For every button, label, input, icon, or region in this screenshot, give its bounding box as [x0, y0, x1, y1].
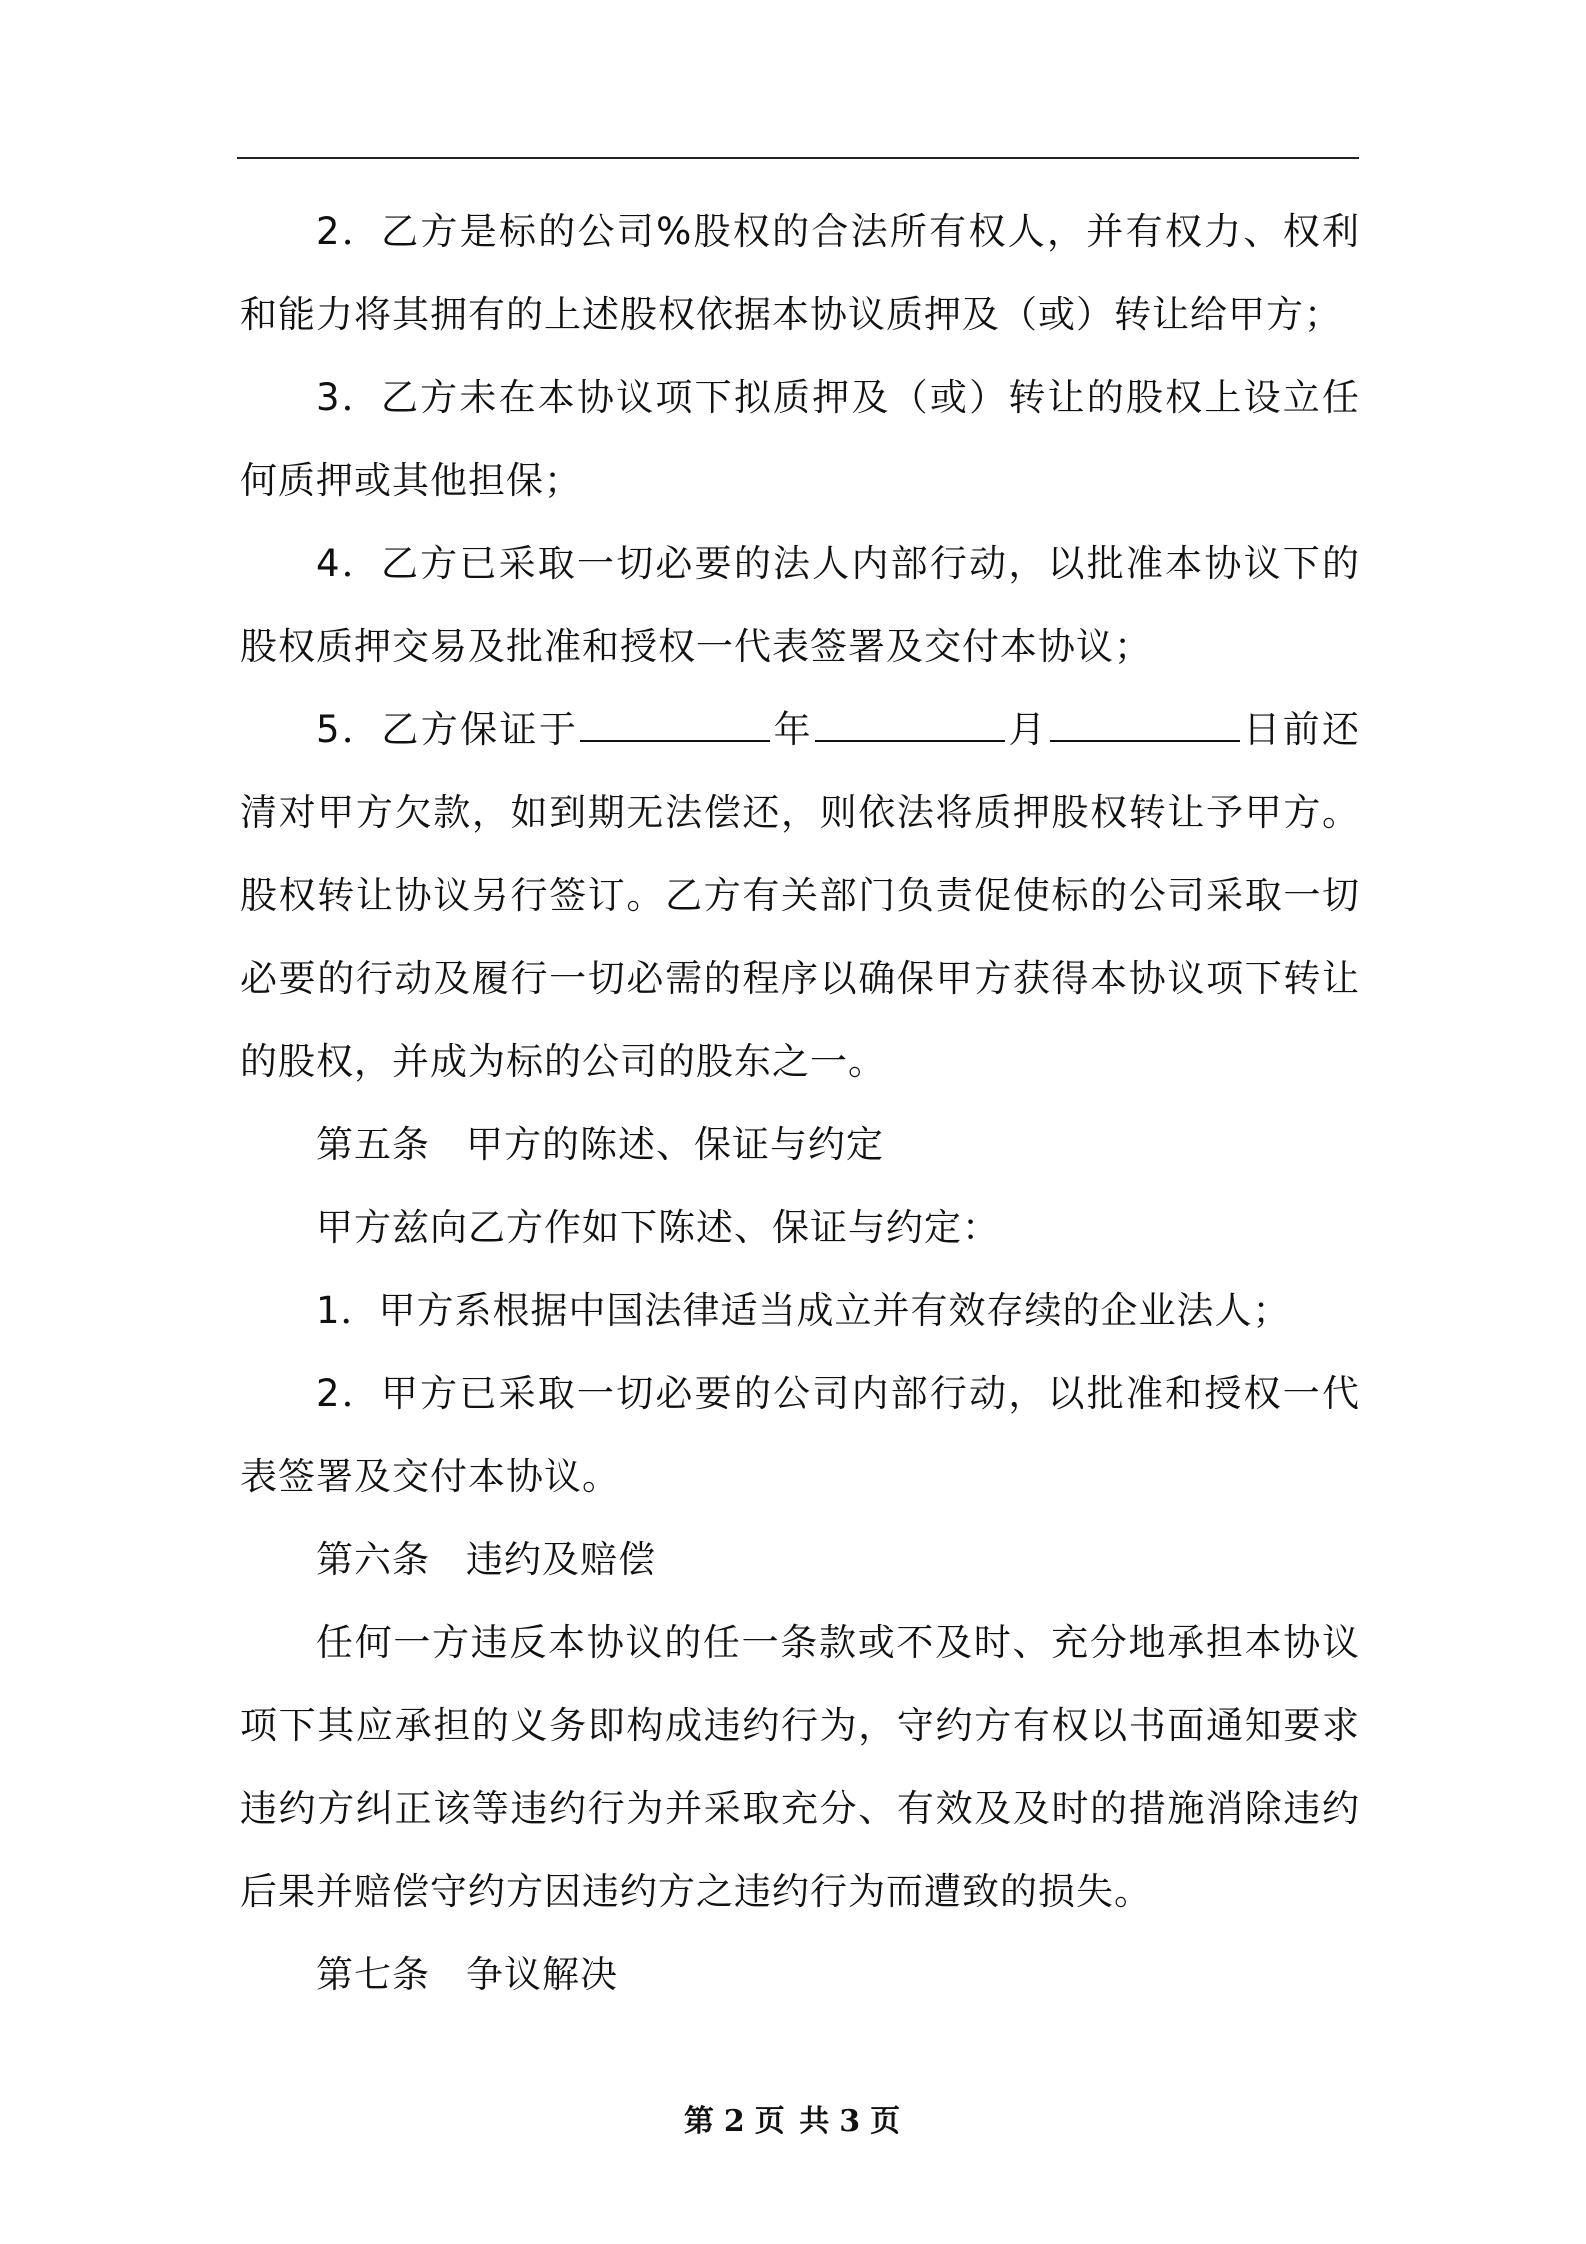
article-7-number: 第七条	[316, 1953, 430, 1996]
article-5-number: 第五条	[316, 1123, 430, 1166]
article-6-heading	[240, 1518, 1360, 1601]
article-7-heading	[240, 1933, 1360, 2016]
footer-current-page: 2	[723, 2104, 747, 2139]
page-footer	[0, 2096, 1586, 2140]
month-label: 月	[1007, 708, 1048, 751]
clause-b-4: 4．乙方已采取一切必要的法人内部行动，以批准本协议下的股权质押交易及批准和授权一代表签署及交付本协议；	[240, 542, 1360, 668]
article-5-title: 甲方的陈述、保证与约定	[466, 1123, 884, 1166]
footer-middle: 页 共	[754, 2104, 832, 2139]
clause-a-2: 2．甲方已采取一切必要的公司内部行动，以批准和授权一代表签署及交付本协议。	[240, 1372, 1360, 1498]
article-6-number: 第六条	[316, 1538, 430, 1581]
article-6-title: 违约及赔偿	[466, 1538, 656, 1581]
header-rule	[237, 157, 1359, 159]
clause-b-2: 2．乙方是标的公司%股权的合法所有权人，并有权力、权利和能力将其拥有的上述股权依据本协议质押及（或）转让给甲方；	[240, 210, 1360, 336]
clause-b-5-rest: 日前还清对甲方欠款，如到期无法偿还，则依法将质押股权转让予甲方。股权转让协议另行签订。乙方有关部门负责促使标的公司采取一切必要的行动及履行一切必需的程序以确保甲方获得本协议项下转让的股权，并成为标的公司的股东之一。	[240, 708, 1361, 1083]
footer-total-pages: 3	[839, 2104, 863, 2139]
footer-prefix: 第	[683, 2104, 716, 2139]
article-5-heading	[240, 1103, 1360, 1186]
day-blank[interactable]	[1050, 710, 1240, 742]
article-5-intro: 甲方兹向乙方作如下陈述、保证与约定：	[316, 1206, 1000, 1249]
year-label: 年	[772, 708, 814, 751]
footer-suffix: 页	[870, 2104, 903, 2139]
article-7-title: 争议解决	[466, 1953, 618, 1996]
month-blank[interactable]	[815, 710, 1005, 742]
clause-b-3: 3．乙方未在本协议项下拟质押及（或）转让的股权上设立任何质押或其他担保；	[240, 376, 1360, 502]
article-6-body: 任何一方违反本协议的任一条款或不及时、充分地承担本协议项下其应承担的义务即构成违约行为，守约方有权以书面通知要求违约方纠正该等违约行为并采取充分、有效及及时的措施消除违约后果并赔偿守约方因违约方之违约行为而遭致的损失。	[240, 1621, 1360, 1913]
clause-b-5-start: 5．乙方保证于	[316, 708, 579, 751]
clause-a-1: 1．甲方系根据中国法律适当成立并有效存续的企业法人；	[316, 1289, 1291, 1332]
clause-b-5	[240, 688, 1360, 1103]
document-body	[240, 190, 1360, 2016]
year-blank[interactable]	[580, 710, 770, 742]
